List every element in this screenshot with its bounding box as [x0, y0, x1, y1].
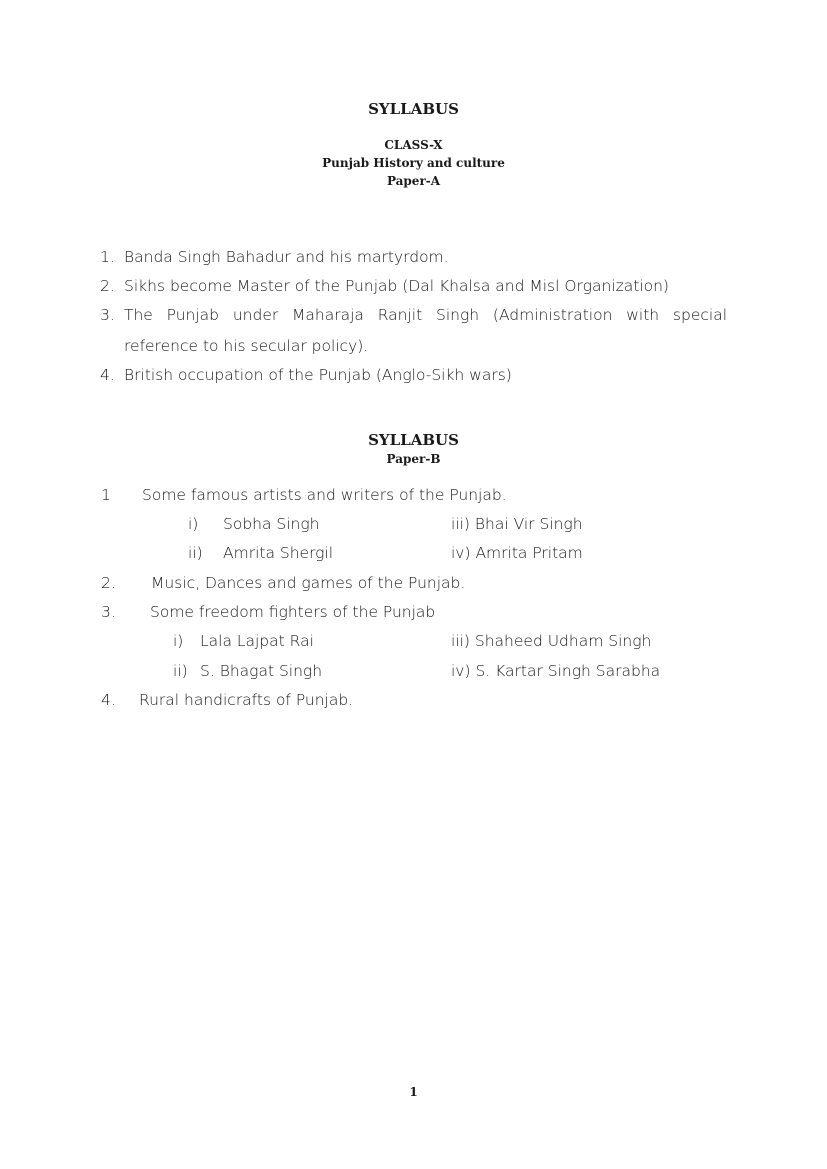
sub-item-number: ii) [173, 662, 188, 680]
list-item-continuation: reference to his secular policy). [124, 337, 369, 355]
list-item: Some freedom fighters of the Punjab [150, 603, 436, 621]
list-item: Some famous artists and writers of the Punjab. [142, 486, 507, 504]
list-item-number: 2. [101, 574, 116, 592]
paper-b-label: Paper-B [386, 452, 441, 466]
sub-item-number: i) [173, 632, 184, 650]
list-item-number: 4. [100, 366, 115, 384]
sub-item: Lala Lajpat Rai [200, 632, 314, 650]
paper-a-label: Paper-A [386, 174, 441, 188]
list-item: Music, Dances and games of the Punjab. [151, 574, 466, 592]
list-item-number: 1 [101, 486, 111, 504]
list-item: Banda Singh Bahadur and his martyrdom. [124, 248, 449, 266]
list-item: The Punjab under Maharaja Ranjit Singh (Administration with special [124, 306, 727, 324]
list-item: British occupation of the Punjab (Anglo-Sikh wars) [124, 366, 512, 384]
list-item-number: 1. [100, 248, 115, 266]
list-item: Rural handicrafts of Punjab. [139, 691, 354, 709]
page-title: SYLLABUS [368, 100, 459, 118]
page-number: 1 [409, 1085, 418, 1099]
section-title: SYLLABUS [368, 431, 459, 449]
sub-item: iii) Bhai Vir Singh [451, 515, 583, 533]
sub-item-number: i) [188, 515, 199, 533]
sub-item: S. Bhagat Singh [200, 662, 323, 680]
list-item: Sikhs become Master of the Punjab (Dal Khalsa and Misl Organization) [124, 277, 669, 295]
sub-item-number: ii) [188, 544, 203, 562]
sub-item: iv) S. Kartar Singh Sarabha [451, 662, 661, 680]
sub-item: iv) Amrita Pritam [451, 544, 583, 562]
sub-item: Sobha Singh [223, 515, 320, 533]
list-item-number: 2. [100, 277, 115, 295]
subject-label: Punjab History and culture [322, 156, 505, 170]
sub-item: Amrita Shergil [223, 544, 334, 562]
sub-item: iii) Shaheed Udham Singh [451, 632, 652, 650]
list-item-number: 3. [100, 306, 115, 324]
list-item-number: 4. [101, 691, 116, 709]
list-item-number: 3. [101, 603, 116, 621]
class-label: CLASS-X [384, 138, 443, 152]
